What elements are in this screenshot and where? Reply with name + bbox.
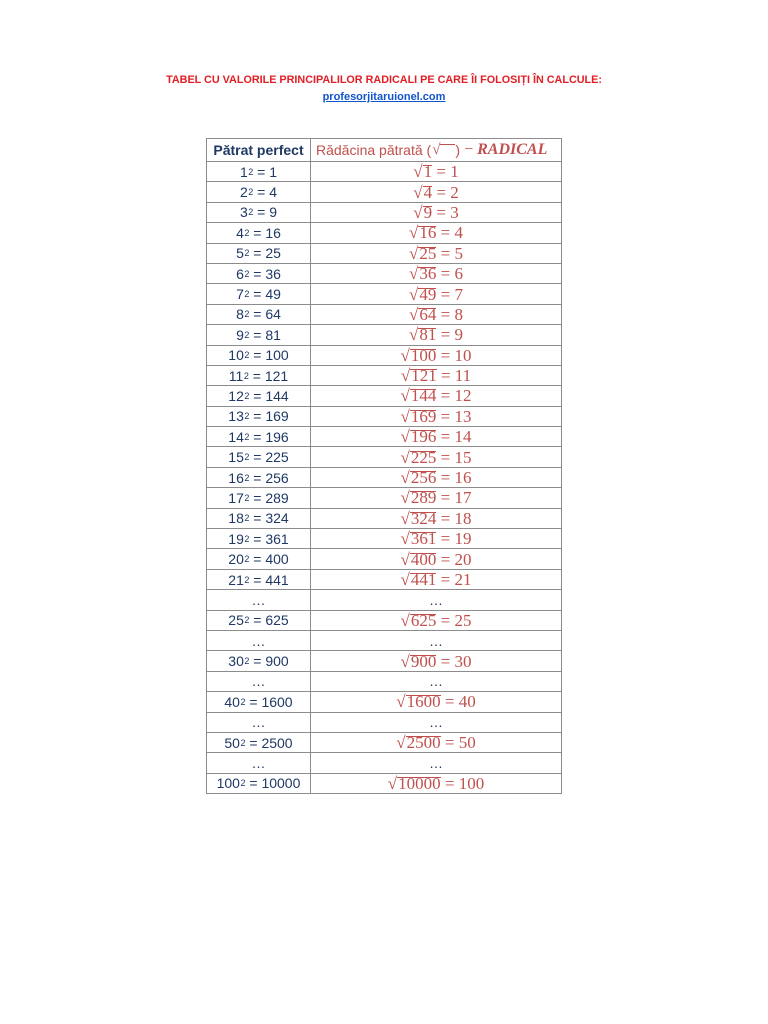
root-cell: [311, 570, 561, 589]
root-cell: [311, 325, 561, 344]
radicand: 4: [423, 182, 433, 202]
table-row: [207, 406, 561, 426]
square-result: = 9: [253, 204, 278, 221]
table-row: [207, 222, 561, 242]
square-cell: 18 2 = 324: [207, 509, 311, 528]
root-cell: [311, 590, 561, 609]
radicand: 100: [410, 345, 437, 365]
square-result: = 196: [249, 428, 289, 445]
table-row: [207, 467, 561, 487]
square-base: 13: [228, 408, 244, 425]
root-cell: [311, 774, 561, 793]
table-row-ellipsis: [207, 752, 561, 772]
square-cell: 3 2 = 9: [207, 203, 311, 222]
radical-sign: √: [400, 427, 410, 447]
root-result: = 5: [436, 243, 463, 263]
radical-sign: √: [400, 468, 410, 488]
radicand: 10000: [398, 773, 441, 793]
table-row: [207, 528, 561, 548]
root-result: = 30: [436, 651, 472, 671]
square-base: 9: [236, 326, 244, 343]
square-cell: 20 2 = 400: [207, 549, 311, 568]
radicand: 9: [423, 202, 433, 222]
root-result: = 10: [436, 345, 472, 365]
root-result: = 16: [436, 468, 472, 488]
radical-sign: √: [409, 223, 419, 243]
square-base: 2: [239, 184, 248, 201]
root-cell: [311, 672, 561, 691]
table-row-ellipsis: [207, 589, 561, 609]
square-base: 5: [236, 245, 244, 262]
root-result: = 4: [436, 223, 463, 243]
square-cell: [207, 713, 311, 732]
square-base: 100: [216, 775, 240, 792]
root-cell: [311, 753, 561, 772]
radicand: 256: [410, 468, 437, 488]
root-result: = 15: [436, 447, 472, 467]
header-close-paren: ): [455, 142, 461, 158]
table-row: [207, 324, 561, 344]
radicand: 361: [410, 529, 437, 549]
table-row: [207, 365, 561, 385]
header-radical-label: RADICAL: [477, 141, 548, 158]
square-base: 7: [236, 286, 244, 303]
radicand: 64: [419, 304, 437, 324]
square-cell: 13 2 = 169: [207, 407, 311, 426]
radical-sign: √: [400, 366, 411, 386]
header-square-root-label: Rădăcina pătrată (: [316, 142, 432, 158]
table-row: [207, 508, 561, 528]
radical-sign: √: [400, 488, 410, 508]
radical-sign: √: [400, 651, 410, 671]
root-result: = 18: [436, 508, 472, 528]
root-cell: [311, 305, 561, 324]
radical-sign: √: [413, 162, 423, 182]
square-result: = 361: [249, 530, 289, 547]
square-cell: 11 2 = 121: [207, 366, 311, 385]
root-result: = 2: [432, 182, 459, 202]
square-result: = 1: [253, 163, 278, 180]
square-result: = 10000: [245, 775, 301, 792]
square-cell: 30 2 = 900: [207, 651, 311, 670]
root-result: = 7: [436, 284, 463, 304]
radicand: 1: [423, 162, 433, 182]
table-row: [207, 161, 561, 181]
radicand: 324: [410, 508, 437, 528]
radicand: 2500: [406, 733, 441, 753]
table-row: [207, 569, 561, 589]
square-result: = 121: [248, 367, 289, 384]
table-row: [207, 487, 561, 507]
radicand: 625: [410, 610, 437, 630]
square-result: = 100: [249, 347, 289, 364]
square-cell: [207, 753, 311, 772]
table-row: [207, 691, 561, 711]
root-cell: [311, 692, 561, 711]
square-result: = 169: [249, 408, 289, 425]
table-row: [207, 773, 561, 793]
header-perfect-square-cell: [207, 139, 311, 161]
radicand: 1600: [406, 692, 441, 712]
root-result: = 9: [436, 325, 463, 345]
ellipsis-text: …: [251, 755, 266, 772]
root-cell: [311, 366, 561, 385]
root-result: = 12: [436, 386, 472, 406]
square-cell: 12 2 = 144: [207, 386, 311, 405]
square-cell: 5 2 = 25: [207, 244, 311, 263]
header-dash: −: [460, 141, 478, 158]
table-header-row: [207, 139, 561, 161]
square-base: 30: [228, 653, 244, 670]
table-body: [207, 161, 561, 793]
root-cell: [311, 427, 561, 446]
ellipsis-text: …: [251, 632, 266, 649]
square-result: = 144: [249, 387, 289, 404]
radicand: 225: [410, 447, 437, 467]
root-cell: [311, 651, 561, 670]
square-result: = 25: [249, 245, 281, 262]
square-base: 11: [228, 367, 244, 384]
table-row: [207, 243, 561, 263]
table-row-ellipsis: [207, 630, 561, 650]
square-result: = 49: [249, 286, 281, 303]
ellipsis-text: …: [429, 755, 443, 772]
root-cell: [311, 631, 561, 650]
square-base: 15: [228, 449, 244, 466]
ellipsis-text: …: [251, 673, 266, 690]
square-result: = 16: [249, 224, 281, 241]
square-result: = 4: [253, 184, 278, 201]
square-base: 17: [228, 489, 244, 506]
radical-sign: √: [409, 304, 419, 324]
square-base: 1: [239, 163, 248, 180]
root-result: = 14: [436, 427, 472, 447]
header-perfect-square-label: Pătrat perfect: [213, 142, 304, 158]
square-result: = 64: [249, 306, 281, 323]
table-row: [207, 548, 561, 568]
ellipsis-text: …: [251, 591, 266, 608]
square-base: 3: [239, 204, 248, 221]
radicand: 900: [410, 651, 437, 671]
table-row: [207, 345, 561, 365]
table-row: [207, 202, 561, 222]
root-cell: [311, 162, 561, 181]
root-result: = 21: [436, 570, 472, 589]
square-result: = 400: [249, 551, 289, 568]
root-result: = 6: [436, 264, 463, 284]
table-row: [207, 446, 561, 466]
radical-sign: √: [400, 529, 410, 549]
square-base: 4: [236, 224, 244, 241]
square-base: 12: [228, 387, 244, 404]
root-result: = 3: [432, 202, 459, 222]
square-base: 8: [236, 306, 244, 323]
root-cell: [311, 468, 561, 487]
square-cell: 100 2 = 10000: [207, 774, 311, 793]
root-result: = 13: [436, 406, 472, 426]
square-cell: 19 2 = 361: [207, 529, 311, 548]
square-cell: 14 2 = 196: [207, 427, 311, 446]
square-base: 18: [228, 510, 244, 527]
square-cell: [207, 631, 311, 650]
root-result: = 1: [432, 162, 459, 182]
radicand: 441: [410, 570, 437, 589]
header-radicand-placeholder: [440, 144, 455, 159]
square-cell: 8 2 = 64: [207, 305, 311, 324]
radical-sign: √: [400, 447, 410, 467]
radical-sign: √: [400, 386, 410, 406]
table-row-ellipsis: [207, 671, 561, 691]
table-row: [207, 610, 561, 630]
square-result: = 36: [249, 265, 281, 282]
square-cell: 2 2 = 4: [207, 182, 311, 201]
table-row: [207, 304, 561, 324]
square-base: 16: [228, 469, 244, 486]
square-cell: 1 2 = 1: [207, 162, 311, 181]
header-radical-sign: √: [432, 141, 441, 158]
table-row-ellipsis: [207, 712, 561, 732]
square-cell: 7 2 = 49: [207, 284, 311, 303]
root-cell: [311, 223, 561, 242]
square-result: = 289: [249, 489, 289, 506]
square-result: = 81: [249, 326, 281, 343]
square-result: = 625: [249, 612, 289, 629]
root-cell: [311, 346, 561, 365]
radicand: 36: [419, 264, 437, 284]
radical-sign: √: [409, 264, 419, 284]
square-cell: [207, 672, 311, 691]
table-row: [207, 385, 561, 405]
square-cell: 4 2 = 16: [207, 223, 311, 242]
root-result: = 19: [436, 529, 472, 549]
radical-sign: √: [400, 345, 410, 365]
radical-sign: √: [413, 182, 423, 202]
ellipsis-text: …: [429, 591, 443, 608]
ellipsis-text: …: [251, 714, 266, 731]
root-cell: [311, 386, 561, 405]
radicand: 25: [419, 243, 437, 263]
root-cell: [311, 509, 561, 528]
root-result: = 25: [436, 610, 472, 630]
website-link-line: [0, 90, 768, 104]
radicand: 196: [410, 427, 437, 447]
radical-sign: √: [413, 202, 423, 222]
square-base: 25: [228, 612, 244, 629]
square-cell: 16 2 = 256: [207, 468, 311, 487]
radicand: 289: [410, 488, 437, 508]
square-base: 20: [228, 551, 244, 568]
root-result: = 40: [440, 692, 476, 712]
root-cell: [311, 284, 561, 303]
radical-sign: √: [409, 284, 419, 304]
table-row: [207, 283, 561, 303]
square-base: 50: [224, 734, 240, 751]
square-cell: 25 2 = 625: [207, 611, 311, 630]
ellipsis-text: …: [429, 632, 443, 649]
square-cell: 9 2 = 81: [207, 325, 311, 344]
root-result: = 17: [436, 488, 472, 508]
radicand: 49: [419, 284, 437, 304]
radical-sign: √: [400, 549, 410, 569]
square-cell: 21 2 = 441: [207, 570, 311, 589]
document-title: TABEL CU VALORILE PRINCIPALILOR RADICALI PE CARE ÎI FOLOSIȚI ÎN CALCULE:: [166, 74, 602, 86]
square-cell: 10 2 = 100: [207, 346, 311, 365]
square-base: 14: [228, 428, 244, 445]
square-result: = 2500: [245, 734, 293, 751]
root-cell: [311, 733, 561, 752]
square-result: = 1600: [245, 693, 293, 710]
root-result: = 20: [436, 549, 472, 569]
table-row: [207, 732, 561, 752]
root-cell: [311, 529, 561, 548]
square-result: = 256: [249, 469, 289, 486]
square-base: 10: [228, 347, 244, 364]
square-result: = 900: [249, 653, 289, 670]
radicand: 144: [410, 386, 437, 406]
ellipsis-text: …: [429, 714, 443, 731]
square-cell: 50 2 = 2500: [207, 733, 311, 752]
square-cell: 40 2 = 1600: [207, 692, 311, 711]
square-cell: [207, 590, 311, 609]
radicand: 400: [410, 549, 437, 569]
radicand: 16: [419, 223, 437, 243]
square-base: 40: [224, 693, 240, 710]
square-cell: 17 2 = 289: [207, 488, 311, 507]
root-cell: [311, 713, 561, 732]
root-cell: [311, 264, 561, 283]
square-base: 19: [228, 530, 244, 547]
radical-sign: √: [387, 773, 398, 793]
radical-sign: √: [409, 243, 419, 263]
radical-sign: √: [400, 570, 410, 589]
root-result: = 100: [440, 773, 485, 793]
ellipsis-text: …: [429, 673, 443, 690]
square-base: 21: [228, 571, 244, 588]
root-result: = 11: [436, 366, 472, 386]
radical-sign: √: [400, 610, 410, 630]
square-base: 6: [236, 265, 244, 282]
table-row: [207, 181, 561, 201]
root-cell: [311, 447, 561, 466]
root-cell: [311, 182, 561, 201]
root-cell: [311, 611, 561, 630]
radical-sign: √: [396, 692, 406, 712]
table-row: [207, 650, 561, 670]
root-cell: [311, 549, 561, 568]
square-result: = 441: [249, 571, 289, 588]
header-square-root-cell: [311, 139, 561, 161]
square-cell: 6 2 = 36: [207, 264, 311, 283]
root-cell: [311, 203, 561, 222]
square-result: = 225: [249, 449, 289, 466]
radicand: 81: [419, 325, 437, 345]
square-cell: 15 2 = 225: [207, 447, 311, 466]
radical-sign: √: [400, 508, 410, 528]
radical-sign: √: [409, 325, 419, 345]
root-cell: [311, 407, 561, 426]
table-row: [207, 426, 561, 446]
radicals-table: [206, 138, 562, 794]
root-cell: [311, 244, 561, 263]
website-link[interactable]: profesorjitaruionel.com: [322, 91, 446, 103]
radicand: 121: [411, 366, 437, 386]
radical-sign: √: [400, 406, 410, 426]
root-cell: [311, 488, 561, 507]
root-result: = 8: [436, 304, 463, 324]
radicand: 169: [410, 406, 437, 426]
radical-sign: √: [396, 733, 406, 753]
square-result: = 324: [249, 510, 289, 527]
root-result: = 50: [440, 733, 476, 753]
table-row: [207, 263, 561, 283]
